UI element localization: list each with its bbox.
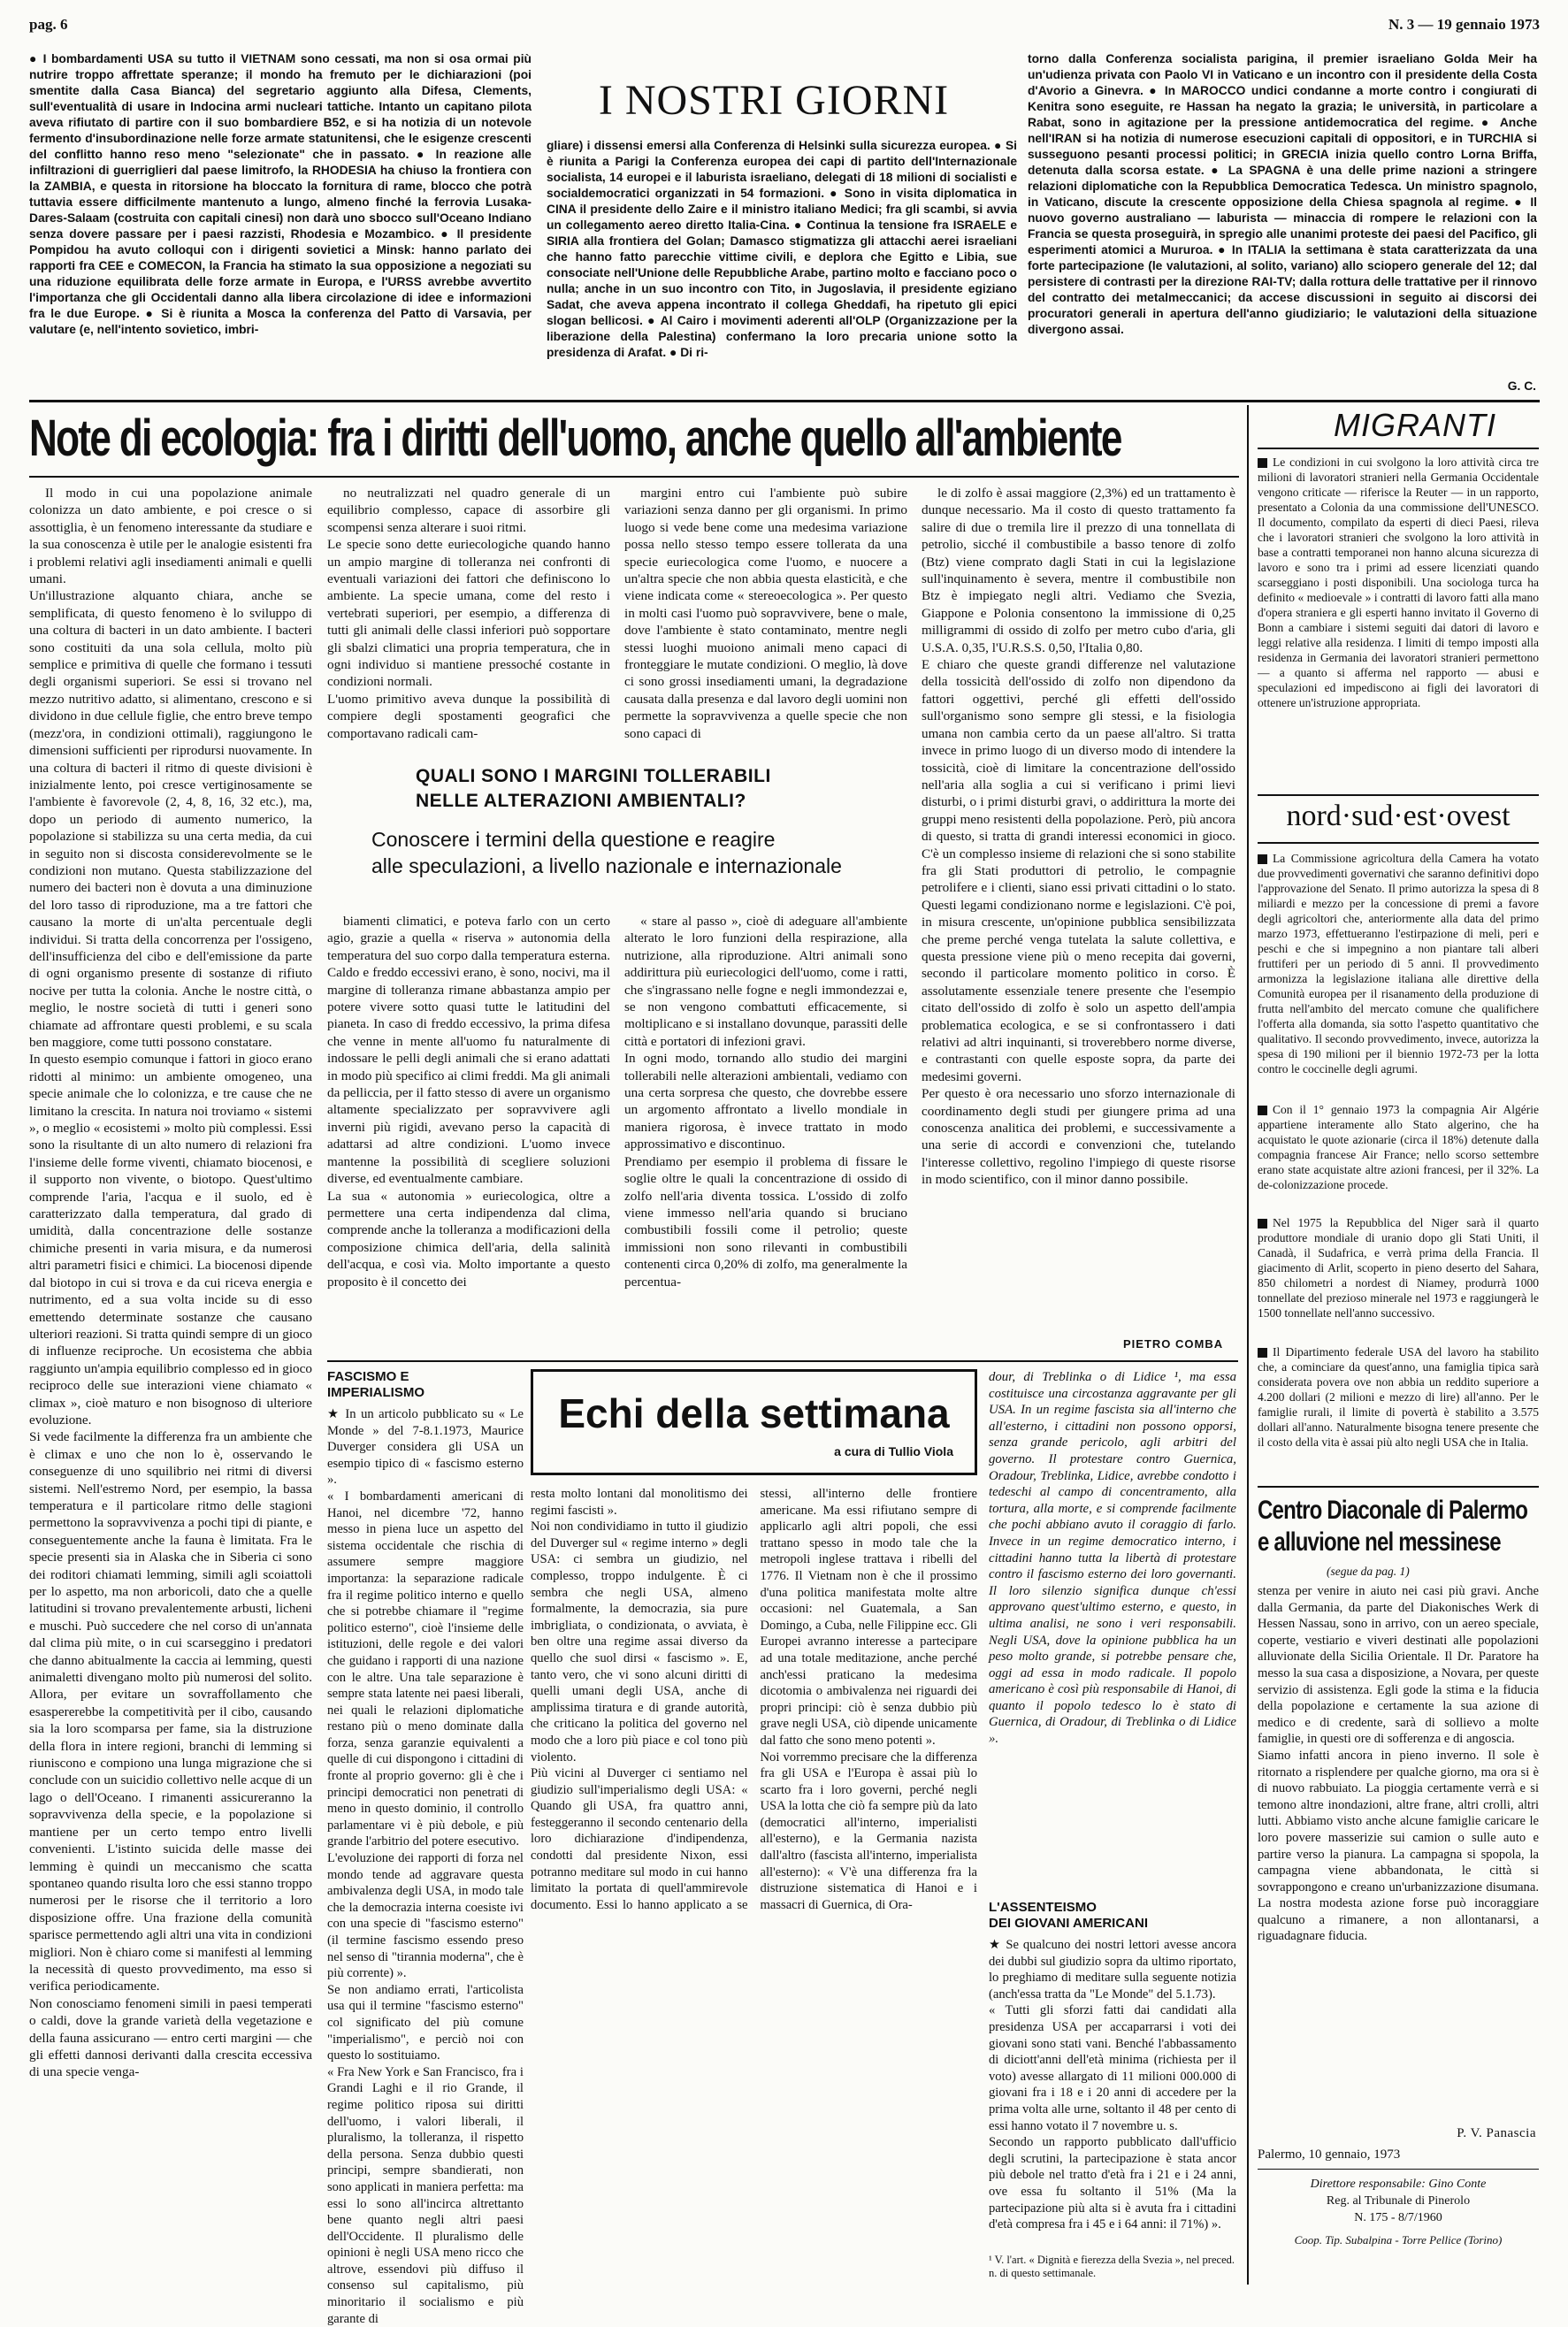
colophon-rule xyxy=(1258,2169,1539,2170)
migranti-rule xyxy=(1258,448,1539,449)
colophon-director: Direttore responsabile: Gino Conte xyxy=(1310,2178,1487,2191)
subhead-line-1: QUALI SONO I MARGINI TOLLERABILI xyxy=(416,766,771,786)
news-column-left: ● I bombardamenti USA su tutto il VIETNAM sono cessati, ma non si osa ormai più nutrire troppo affrettate speranze; il mondo ha fremuto per le dichiarazioni (poi smentite dalla Casa Bianca) del segretario aggiunto alla Difesa, Clements, sull'eventualità di usare in Indocina armi nucleari tattiche. Intanto un capitano pilota aveva rifiutato di partire con il suo bombardiere B52, e si ha notizia di un notevole fermento d'insubordinazione nelle forze armate statunitensi, che le esigenze crescenti del conflitto hanno reso meno "selezionate" che in passato. ● In reazione alle infiltrazioni di guerriglieri dal paese limitrofo, la RHODESIA ha chiuso la frontiera con la ZAMBIA, e questa in ritorsione ha bloccato la fornitura di rame, blocco che potrà tuttavia essere difficilmente mantenuto a lungo, almeno finché la ferrovia Lusaka-Dares-Salaam (costruita con capitali cinesi) non darà uno sbocco sull'Oceano Indiano senza dovere passare per i paesi razzisti, Rhodesia e Mozambico. ● Il presidente Pompidou ha avuto colloqui con i dirigenti sovietici a Minsk: hanno parlato dei rapporti fra CEE e COMECON, la Francia ha stimato la sua opposizione a negoziati su una riduzione equilibrata delle forze armate in Europa, e l'URSS avrebbe avvertito l'importanza che gli Occidentali danno alla libera circolazione di idee e informazioni fra le due Europe. ● Si è riunita a Mosca la conferenza del Patto di Varsavia, per valutare (e, nell'intento sovietico, imbri- xyxy=(29,52,532,336)
echi-right-head xyxy=(989,1900,1236,1932)
nsew-item-text: Nel 1975 la Repubblica del Niger sarà il quarto produttore mondiale di uranio dopo gli Stati Uniti, il Canadà, il Sudafrica, e verrà prima della Francia. Il giacimento di Arlit, scoperto in pieno deserto del Sahara, 850 chilometri a nordest di Niamey, produrrà 1000 tonnellate del prezioso minerale nel 1973 e raggiungerà le 1500 tonnellate nell'anno successivo. xyxy=(1258,1216,1539,1320)
news-column-center: gliare) i dissensi emersi alla Conferenza di Helsinki sulla sicurezza europea. ● Si è riunita a Parigi la Conferenza europea dei capi di partito dell'Internazionale socialista, 14 europei e il laburista israeliano, delegati di 18 milioni di socialisti e socialdemocratici organizzati in 54 formazioni. ● Sono in visita diplomatica in CINA il presidente dello Zaire e il ministro italiano Medici; fra gli scambi, si avvia un collegamento aereo diretto Italia-Cina. ● Continua la tensione fra ISRAELE e SIRIA alla frontiera del Golan; Damasco stigmatizza gli attacchi aerei israeliani che hanno fatto parecchie vittime civili, e deplora che Egitto e Libia, sue consociate nell'Unione delle Repubbliche Arabe, partino molto e facciano poco o nulla; anche in un suo incontro con Tito, in Jugoslavia, il presidente egiziano Sadat, che aveva appena incontrato il collega Gheddafi, ha ripetuto gli epici slogan bellicosi. ● Al Cairo i movimenti aderenti all'OLP (Organizzazione per la liberazione della Palestina) confermano la loro precaria unione sotto la presidenza di Arafat. ● Di ri- xyxy=(547,139,1017,359)
main-headline: Note di ecologia: fra i diritti dell'uomo, anche quello all'ambiente xyxy=(29,410,1121,467)
article-deck xyxy=(371,826,937,879)
section-title: I NOSTRI GIORNI xyxy=(598,77,950,124)
nsew-item-text: Con il 1° gennaio 1973 la compagnia Air Algérie appartiene interamente allo Stato algerino, che ha acquistato le quote azionarie (circa il 18%) detenute dalla compagnia francese Air France; nello scorso settembre erano state acquistate altre azioni francesi, per il 32%. La de-colonizzazione procede. xyxy=(1258,1103,1539,1191)
article-text: Il modo in cui una popolazione animale colonizza un dato ambiente, e poi cresce o si assottiglia, è un fenomeno interessante da studiare e la sua conoscenza è utile per le analogie esistenti fra i problemi relativi agli insediamenti animali e quelli umani. Un'illustrazione alquanto chiara, anche se semplificata, di questo fenomeno è lo sviluppo di una coltura di bacteri in un dato ambiente. I bacteri sono costituiti da una sola cellula, molto più semplice e primitiva di quelle che formano i tessuti degli organismi superiori. Se essi si trovano nel mezzo nutritivo adatto, si alimentano, crescono e si dividono in due cellule figlie, che entro breve tempo (mezz'ora, in condizioni ottimali), raggiungono le dimensioni sufficienti per riprodursi nuovamente. In una coltura di bacteri il ritmo di queste divisioni è inizialmente lento, poi cresce vertiginosamente se l'ambiente è favorevole (2, 4, 8, 16, 32 etc.), ma, dopo un periodo di aumento numerico, la popolazione si stabilizza su una certa media, da cui in seguito non si discosta considerevolmente se le condizioni non mutano. Questa stabilizzazione del numero dei bacteri non è dovuta a una diminuzione del loro tasso di riproduzione, ma a tre fattori che causano la morte di un'alta percentuale degli individui. Si tratta della concorrenza per l'ossigeno, dell'insufficienza del cibo e dell'emissione da parte di ogni organismo presente di sostanze di rifiuto nocive per tutta la colonia. Anche le nostre città, o meglio, le nostre società di tutti i generi sono chiamate ad affrontare questi problemi, e su scala ben maggiore, come tutti possono constatare. In questo esempio comunque i fattori in gioco erano ridotti al minimo: un ambiente omogeneo, una specie animale che lo colonizza, e tre cause che ne limitano la crescita. In natura noi troviamo « sistemi », o meglio « ecosistemi » molto più complessi. Essi sono la risultante di un alto numero di relazioni fra l'insieme delle forme viventi, chiamato biocenosi, e il supporto non vivente, o biotopo. Quest'ultimo comprende l'aria, l'acqua e il suolo, ed è caratterizzato dalla temperatura, dal grado di umidità, dalla concentrazione delle sostanze chimiche presenti in varia misura, e da numerosi altri parametri fisici e chimici. La biocenosi dipende dal biotopo in cui si trova e da cui riceva energia e nutrimento, ed a sua volta incide su di esso emettendo determinate sostanze che causano ulteriori reazioni. Si tratta quindi sempre di un gioco di influenze reciproche. Un ecosistema che abbia raggiunto un'ampia equilibrio complesso ed in gioco reciproco delle sue interazioni viene chiamato « climax », cioè maturo e non bisognoso di ulteriore evoluzione. Si vede facilmente la differenza fra un ambiente che è climax e uno che non lo è, osservando le conseguenze di uno squilibrio nei ritmi di diversi sistemi. Nell'estremo Nord, per esempio, la bassa temperatura e il particolare ritmo delle stagioni permettono la sopravvivenza a pochi tipi di piante, e conseguentemente anche la fauna è limitata. Fra le specie presenti sia in Alaska che in Siberia ci sono dei roditori chiamati lemming, simili agli scoiattoli per lo aspetto, ma non arboricoli, dato che a quelle latitudini si trovano prevalentemente arbusti, licheni e muschi. Può succedere che nel corso di un'annata dal clima più mite, o in cui scarseggino i predatori che danno abitualmente la caccia ai lemming, questi animaletti divengano molto più numerosi del solito. Allora, per evitare un sovraffollamento che esaspererebbe la competitività per il cibo, causando sia la loro scomparsa per fame, sia la distruzione della flora in intere regioni, branchi di lemming si riuniscono e compiono una lunga migrazione che si conclude con un suicidio collettivo nelle acque di un lago o dell'Oceano. I rimanenti assicureranno la sopravvivenza della specie, e la popolazione si mantiene per un certo tempo entro livelli convenienti. L'istinto suicida delle masse dei lemming è quindi un meccanismo che scatta spontaneo quando risulta loro che essi stanno troppo numerosi per le risorse che il territorio a loro disposizione offre. Una frazione della comunità sparisce permettendo agli altri una vita in condizioni migliori. Non è chiaro come si manifesti al lemming la necessità di questo provvedimento, ma esso si verifica periodicamente. Non conosciamo fenomeni simili in paesi temperati o caldi, dove la grande varietà della vegetazione e della fauna assicurano — entro certi margini — che gli effetti dannosi derivanti dalla crescita eccessiva di una specie venga- xyxy=(29,486,312,2080)
bullet-icon xyxy=(1258,1219,1267,1229)
article-text: « stare al passo », cioè di adeguare all'ambiente alterato le loro funzioni della respirazione, alla nutrizione, alla riproduzione. Altri animali sono addirittura più euriecologici dell'uomo, come i ratti, che s'ingrassano nelle fogne e negli immondezzai e, se non vengono combattuti efficacemente, si moltiplicano e si installano dovunque, parassiti delle città e portatori di infezioni gravi. In ogni modo, tornando allo studio dei margini tollerabili nelle alterazioni ambientali, vediamo con una certa sorpresa che questo, che dovrebbe essere un argomento affrontato a livello mondiale in maniera rigorosa, è invece trattato in modo approssimativo e discontinuo. Prendiamo per esempio il problema di fissare le soglie oltre le quali la concentrazione di ossido di zolfo nell'aria diventa tossica. L'ossido di zolfo viene immesso nell'aria quando si bruciano combustibili fossili come il petrolio; queste immissioni non sono rilevanti in combustibili contenenti circa 0,20% di zolfo, ma generalmente la percentua- xyxy=(624,914,907,1290)
page-number: pag. 6 xyxy=(29,16,68,33)
news-signature: G. C. xyxy=(1507,379,1536,393)
nsew-item-text: La Commissione agricoltura della Camera ha votato due provvedimenti governativi che saranno definitivi dopo l'approvazione del Senato. Il primo autorizza la spesa di 8 miliardi e mezzo per la concessione di premi a favore degli agricoltori che, anteriormente alla data del primo marzo 1973, effettueranno l'estirpazione di meli, peri e peschi e che si impegnino a non piantare tali alberi fruttiferi per un periodo di 5 anni. Il provvedimento armonizza la legislazione italiana alle direttive della Comunità europea per il risanamento della produzione di frutta nell'ambito del mercato comune che qualifichere l'offerta alla domanda, sia sotto l'aspetto quantitativo che qualitativo. Il secondo provvedimento, invece, autorizza la spesa di 190 milioni per il biennio 1972-73 per la lotta contro le coccinelle degli agrumi. xyxy=(1258,852,1539,1075)
nsew-item xyxy=(1258,851,1539,1097)
nsew-title: nord·sud·est·ovest xyxy=(1286,800,1511,832)
palermo-text: stenza per venire in aiuto nei casi più gravi. Anche dalla Germania, da parte del Diakonisches Werk di Hessen Nassau, sono in arrivo, con un aereo speciale, coperte, vestiario e viveri destinati alle popolazioni alluvionate della Sicilia Orientale. Il Dr. Paratore ha messo la sua casa a disposizione, a Novara, per queste servizio di assistenza. Egli gode la stima e la fiducia della popolazione e certamente la sua azione di medico e di credente, sarà di sollievo a molte famiglie, in questi ore di sofferenza e di angoscia. Siamo infatti ancora in pieno inverno. Il sole è ritornato a risplendere per qualche giorno, ma ora si è di nuovo rabbuiato. La pioggia certamente verrà e si temono altre inondazioni, altre frane, altri crolli, altri lutti. Abbiamo visto anche alcune famiglie caricare le loro povere masserizie sui camion o sulle auto e partire verso la pianura. La campagna si spopola, la campagna viene abbandonata, le città si sovrappongono e creano un'urbanizzazione disumana. La nostra modesta azione forse può incoraggiare qualcuno a rimanere, a non allontanarsi, a riguadagnare fiducia. xyxy=(1258,1584,1539,1944)
migranti-title: MIGRANTI xyxy=(1334,407,1496,443)
sidebar-divider xyxy=(1247,405,1249,2285)
palermo-signature: P. V. Panascia xyxy=(1457,2126,1536,2140)
palermo-dateline: Palermo, 10 gennaio, 1973 xyxy=(1258,2147,1401,2162)
echi-left-head-line-1: FASCISMO E xyxy=(327,1369,409,1384)
article-column-1 xyxy=(29,485,312,2280)
colophon-number: N. 175 - 8/7/1960 xyxy=(1354,2211,1442,2224)
article-column-2 xyxy=(327,485,610,750)
echi-middle-column: resta molto lontani dal monolitismo dei regimi fascisti ». Noi non condividiamo in tutto il giudizio del Duverger sul « regime interno » degli USA: ci sembra un giudizio, nel complesso, troppo indulgente. È ci sembra che negli USA, almeno formalmente, la democrazia, sia pure imbrigliata, o condizionata, o avviata, è ben oltre una regime assai diverso da quello che suol dirsi « fascismo ». E, tanto vero, che vi sono alcuni diritti di quelli umani degli USA, anche di amplissima tiratura e di grande autorità, che criticano la politica del governo nel modo che a loro più piace e col tono più violento. Più vicini al Duverger ci sentiamo nel giudizio sull'imperialismo degli USA: « Quando gli USA, fra quattro anni, festeggeranno il secondo centenario della loro dichiarazione d'indipendenza, condotti dal presidente Nixon, essi potranno meditare sul modo in cui hanno limitato la portata di quell'ammirevole documento. Essi lo hanno applicato a se stessi, all'interno delle frontiere americane. Ma essi rifiutano sempre di applicarlo agli altri popoli, che essi trattano spesso in modo tale che la metropoli inglese trattava i ribelli del 1776. Il Vietnam non è che il prossimo d'una politica manifestata molte altre occasioni: nel Guatemala, a San Domingo, a Cuba, nelle Filippine ecc. Gli Europei avranno interesse a partecipare ad una totale meditazione, anche perché anch'essi praticano la medesima dicotomia o ambivalenza nei riguardi dei propri principi: ciò è senza dubbio più grave negli USA, ciò dipende unicamente dal fatto che sono meno potenti ». Noi vorremmo precisare che la differenza fra gli USA e l'Europa è assai più lo scarto fra i loro governi, perché negli USA la lotta che ciò fa sempre più da lato (democratici all'interno, imperialisti all'esterno), e la Germania nazista dall'altro (fascista all'interno, imperialista all'esterno): « V'è una differenza fra la distruzione sistematica di Hanoi e i massacri di Guernica, di Ora- xyxy=(531,1487,977,1912)
migranti-body: Le condizioni in cui svolgono la loro attività circa tre milioni di lavoratori stranieri nella Germania Occidentale vengono criticate — riferisce la Reuter — in un rapporto, presentato a Colonia da una commissione dell'UNESCO. Il documento, compilato da esperti di dieci Paesi, rileva che i lavoratori stranieri che svolgono la loro attività in base a contratti temporanei non hanno alcuna sicurezza di lavoro e sono tra i primi ad essere licenziati quando scarseggiano i posti disponibili. Una sociologa turca ha definito « medioevale » i contratti di lavoro fatti alla mano d'opera straniera e gli esperti hanno invitato il Governo di Bonn a cambiare i sistemi seguiti dai datori di lavoro e leggi relative alla residenza. I limiti di tempo imposti alla residenza in Germania dei lavoratori stranieri permettono — a quanto si afferma nel rapporto — abusi e speculazioni ed impediscono ai figli dei lavoratori di ottenere un'istruzione appropriata. xyxy=(1258,455,1539,709)
echi-right-top: dour, di Treblinka o di Lidice ¹, ma essa costituisce una circostanza aggravante per gli USA. In un regime fascista sia all'interno che all'esterno, i cittadini non possono opporsi, senza grande pericolo, agli arbitri del governo. Il protestare contro Guernica, Oradour, Treblinka, Lidice, avrebbe condotto i tedeschi al campo di concentramento, alla tortura, alla morte, e si comprende facilmente che pochi abbiano avuto il coraggio di farlo. Invece in un regime democratico interno, i cittadini hanno tutta la libertà di protestare contro il fascismo esterno dei loro governanti. Il loro silenzio significa dunque ch'essi approvano quest'ultimo esterno, e questo, in ultima analisi, ne sono i veri responsabili. Negli USA, dove la opinione pubblica ha un peso molto grande, si potrebbe pensare che, oggi ad essa in modo radicale. Il popolo americano è così più responsabile di Hanoi, di quanto il popolo tedesco lo è stato di Guernica, di Oradour, di Treblinka o di Lidice ». xyxy=(989,1370,1236,1747)
bullet-icon xyxy=(1258,854,1267,864)
colophon-registration: Reg. al Tribunale di Pinerolo xyxy=(1326,2194,1471,2208)
echi-byline: a cura di Tullio Viola xyxy=(834,1444,953,1458)
nsew-item xyxy=(1258,1344,1539,1477)
subhead-line-2: NELLE ALTERAZIONI AMBIENTALI? xyxy=(416,791,746,811)
migranti-text xyxy=(1258,455,1539,791)
deck-line-2: alle speculazioni, a livello nazionale e internazionale xyxy=(371,854,842,877)
palermo-title-line-2: e alluvione nel messinese xyxy=(1258,1527,1501,1557)
echi-title-box xyxy=(531,1369,977,1475)
article-text: le di zolfo è assai maggiore (2,3%) ed un trattamento è dunque necessario. Ma il costo di questo trattamento fa salire di due o tremila lire il prezzo di una tonnellata di petrolio, sicché il combustibile a basso tenore di zolfo (Btz) viene comprato dagli Stati in cui la legislazione sull'inquinamento è severa, mentre il combustibile non Btz è impiegato negli altri. Vediamo che Svezia, Giappone e Polonia consentono la immissione di 0,25 milligrammi di ossido di zolfo per metro cubo d'aria, gli U.S.A. 0,35, l'U.R.S.S. 0,50, l'Italia 0,80. E chiaro che queste grandi differenze nel valutazione della tossicità dell'ossido di zolfo non dipendono da fattori oggettivi, perché gli effetti dell'ossido sull'organismo sono sempre gli stessi, e la fisiologia umana non cambia certo da un paese all'altro. Si tratta invece in primo luogo di un diverso modo di intendere la tossicità, cioè di limitare la concentrazione dell'ossido nell'aria alla soglia a cui si verificano i primi lievi disturbi, o i primi disturbi gravi, o addirittura la morte dei gruppi meno resistenti della popolazione. Però, più ancora di questo, si tratta di grandi interessi economici in gioco. C'è un complesso insieme di relazioni che si sono stabilite fra gli Stati produttori di petrolio, le compagnie petrolifere e i clienti, siano essi privati cittadini o lo stato. Questi legami condizionano norme e legislazioni. C'è poi, in misura crescente, un'opinione pubblica sensibilizzata che preme perché venga tutelata la salute collettiva, e questa pressione viene più o meno recepita dai governi, secondo il particolare momento politico in corso. È assolutamente essenziale tenere presente che l'esempio citato dell'ossido di zolfo è solo un aspetto dell'ampia problematica ecologica, e se si confrontassero i dati relativi ad altri inquinanti, si troverebbero norme diverse, e contrastanti con quelle esposte sopra, da parte dei medesimi governi. Per questo è ora necessario uno sforzo internazionale di coordinamento degli studi per giungere prima ad una conoscenza analitica dei problemi, e successivamente a una serie di accordi e convenzioni che, tutelando l'interesse collettivo, regolino l'impiego di queste risorse in modo scientifico, con il minor danno possibile. xyxy=(922,486,1235,1188)
bullet-icon xyxy=(1258,1106,1267,1115)
colophon xyxy=(1258,2176,1539,2248)
echi-left-head xyxy=(327,1369,522,1401)
nsew-item xyxy=(1258,1102,1539,1208)
bullet-icon xyxy=(1258,1348,1267,1358)
palermo-rule xyxy=(1258,1486,1539,1488)
colophon-printer: Coop. Tip. Subalpina - Torre Pellice (Torino) xyxy=(1294,2233,1503,2247)
nsew-rule-bottom xyxy=(1258,842,1539,844)
echi-footnote: ¹ V. l'art. « Dignità e fierezza della Svezia », nel preced. n. di questo settimanale. xyxy=(989,2254,1235,2279)
palermo-title xyxy=(1258,1495,1528,1558)
echi-left-column: ★ In un articolo pubblicato su « Le Monde » del 7-8.1.1973, Maurice Duverger considera gli USA un esempio tipico di « fascismo esterno ». « I bombardamenti americani di Hanoi, nel dicembre '72, hanno messo in piena luce un aspetto del sistema occidentale che rischia di assumere sempre maggiore importanza: la separazione radicale fra il regime politico interno e quello che si potrebbe chiamare il "regime politico esterno", cioè l'insieme delle istituzioni, delle regole e dei valori che guidano i rapporti di una nazione con le altre. Una tale separazione è sempre stata latente nei paesi liberali, nei quali le relazioni diplomatiche restano più o meno dominate dalla forza, senza garanzie equivalenti a quelle di cui dispongono i cittadini di fronte al proprio governo: gli è che i principi democratici non penetrati di meno in questo dominio, il controllo parlamentare vi è più debole, e più grande l'arbitrio del potere esecutivo. L'evoluzione dei rapporti di forza nel mondo tende ad aggravare questa ambivalenza degli USA, in modo tale che la democrazia interna coesiste ivi con una specie di "fascismo esterno" (il termine fascismo essendo preso nel senso di "tirannia moderna", che è più corrente) ». Se non andiamo errati, l'articolista usa qui il termine "fascismo esterno" col significato del più comune "imperialismo", e perciò noi con questo lo sostituiamo. « Fra New York e San Francisco, fra i Grandi Laghi e il rio Grande, il regime politico riposa sui diritti dell'uomo, i valori liberali, il pluralismo, la tolleranza, il rispetto della persona. Senza dubbio questi principi, sempre sbandierati, non sono applicati in maniera perfetta: ma essi lo sono all'incirca altrettanto bene quanto negli altri paesi dell'Occidente. Il pluralismo delle opinioni è negli USA meno ricco che altrove, essendovi più diffuso il consenso sul capitalismo, più minoritario il socialismo e più garante di xyxy=(327,1407,524,2326)
nsew-item-text: Il Dipartimento federale USA del lavoro ha stabilito che, a cominciare da quest'anno, una famiglia tipica sarà considerata povera ove non abbia un reddito superiore a 4.200 dollari (2 milioni e mezzo di lire) all'anno. Per le famiglie rurali, il limite di povertà è stabilito a 3.575 dollari all'anno. Naturalmente bisogna tenere presente che il costo della vita è assai più alto negli USA che in Italia. xyxy=(1258,1345,1539,1449)
article-subhead xyxy=(416,764,911,814)
article-author: PIETRO COMBA xyxy=(1123,1337,1224,1351)
article-column-4 xyxy=(922,485,1235,1353)
top-divider xyxy=(29,400,1540,402)
issue-date: N. 3 — 19 gennaio 1973 xyxy=(1388,16,1540,33)
news-column-right: torno dalla Conferenza socialista parigina, il premier israeliano Golda Meir ha un'udienza privata con Paolo VI in Vaticano e un incontro con il presidente della Costa d'Avorio a Ginevra. ● In MAROCCO undici condanne a morte contro i congiurati di Kenitra sono eseguite, re Hassan ha negato la grazia; le università, in particolare a Rabat, sono in agitazione per la pressione antidemocratica del regime. ● Anche nell'IRAN si ha notizia di numerose esecuzioni capitali di oppositori, e in TURCHIA si susseguono pesanti processi politici; in GRECIA inizia quello contro Lorna Briffa, detenuta dalla scorsa estate. ● La SPAGNA è una delle prime nazioni a stringere relazioni diplomatiche con la Repubblica Democratica Tedesca. Un ministro spagnolo, in Vaticano, discute la crescente opposizione della Chiesa spagnola al regime. ● Il nuovo governo australiano — laburista — minaccia di rompere le relazioni con la Francia se questa proseguirà, in spregio alle unanimi proteste dei paesi del Pacifico, gli esperimenti atomici a Mururoa. ● In ITALIA la settimana è stata caratterizzata da una forte partecipazione (le valutazioni, al solito, variano) allo sciopero generale del 12; dal persistere di contrasti per la direzione RAI-TV; dalla rottura delle trattative per il rinnovo del contratto dei metalmeccanici; da accese discussioni in seguito ai discorsi dei procuratori generali in apertura dell'anno giudiziario; le valutazioni della situazione divergono assai. xyxy=(1028,52,1537,336)
nsew-item xyxy=(1258,1215,1539,1339)
bullet-icon xyxy=(1258,458,1267,468)
article-text: no neutralizzati nel quadro generale di un equilibrio complesso, capace di assorbire gli scompensi senza alterare i suoi ritmi. Le specie sono dette euriecologiche quando hanno un ampio margine di tolleranza nei confronti di eventuali variazioni dei fattori che definiscono lo ambiente. La specie umana, come del resto i vertebrati superiori, per esempio, a differenza di tutti gli animali delle classi inferiori può sopportare gli sbalzi climatici una propria temperatura, che in ogni individuo si mantiene pressoché costante in condizioni normali. L'uomo primitivo aveva dunque la possibilità di compiere degli spostamenti geografici che comportavano radicali cam- xyxy=(327,486,610,741)
headline-underline xyxy=(29,476,1239,478)
article-column-3-lower xyxy=(624,913,907,1355)
echi-top-rule xyxy=(327,1360,1238,1362)
deck-line-1: Conoscere i termini della questione e reagire xyxy=(371,828,776,851)
article-text: biamenti climatici, e poteva farlo con un certo agio, grazie a quella « riserva » autonomia della temperatura del suo corpo dalla temperatura esterna. Caldo e freddo eccessivi erano, è sono, nocivi, ma il margine di tolleranza rimane abbastanza ampio per potere vivere sotto quasi tutte le latitudini del pianeta. In caso di freddo eccessivo, la prima difesa che venne in mente all'uomo fu naturalmente di indossare le pelli degli animali che si erano adattati in modo più specifico ai climi freddi. Ma gli animali da pelliccia, per il fatto stesso di avere un organismo altamente specializzato per sopravvivere agli inverni più rigidi, avevano perso la capacità di adattarsi ad altre condizioni. L'uomo invece mantenne la possibilità di scegliere soluzioni diverse, ed eventualmente cambiare. La sua « autonomia » euriecologica, oltre a permettere una certa indipendenza dal clima, comprende anche la tolleranza a modificazioni della composizione chimica dell'aria, della salinità dell'acqua, e così via. Molto importante a questo proposito è il concetto dei xyxy=(327,914,610,1290)
palermo-continuation: (segue da pag. 1) xyxy=(1327,1565,1410,1578)
echi-title: Echi della settimana xyxy=(558,1390,950,1436)
nsew-rule-top xyxy=(1258,794,1539,796)
article-column-3 xyxy=(624,485,907,750)
echi-right-bottom: ★ Se qualcuno dei nostri lettori avesse ancora dei dubbi sul giudizio sopra da ultimo riportato, lo preghiamo di meditare sulla seguente notizia (anch'essa tratta da "Le Monde" del 5.1.73). « Tutti gli sforzi fatti dai candidati alla presidenza USA per accaparrarsi i voti dei giovani sono stati vani. Benché l'abbassamento di diciott'anni dell'età minima (richiesta per il voto) avesse allargato di 11 milioni 000.000 di giovani fra i 18 e i 20 anni di accedere per la prima volta alle urne, soltanto il 48 per cento di essi hanno votato il 7 novembre u. s. Secondo un rapporto pubblicato dall'ufficio degli scrutini, la partecipazione è stata ancor più debole nel tratto d'età fra i 21 e i 24 anni, ove essa fu soltanto il 51% (Ma la partecipazione più alta si è avuta fra i cittadini d'età compresa fra i 45 e i 64 anni: il 71%) ». xyxy=(989,1938,1236,2232)
article-text: margini entro cui l'ambiente può subire variazioni senza danno per gli organismi. In primo luogo si vede bene come una medesima variazione possa nello stesso tempo essere tollerata da una specie euriecologica come l'uomo, e nuocere a un'altra specie che non abbia questa elasticità, e che viene indicata come « stereoecologica ». Per questo in molti casi l'uomo può sopravvivere, bene o male, dove l'ambiente è stato contaminato, mentre negli stessi luoghi muoiono animali meno capaci di fronteggiare le mutate condizioni. O meglio, là dove ci sono grossi insediamenti umani, la degradazione causata dalla presenza e dal lavoro degli uomini non permette la sopravvivenza a quelle specie che non sono capaci di xyxy=(624,486,907,741)
article-column-2-lower xyxy=(327,913,610,1355)
echi-right-head-line-1: L'ASSENTEISMO xyxy=(989,1900,1097,1915)
palermo-title-line-1: Centro Diaconale di Palermo xyxy=(1258,1496,1528,1525)
echi-left-head-line-2: IMPERIALISMO xyxy=(327,1385,425,1400)
echi-right-head-line-2: DEI GIOVANI AMERICANI xyxy=(989,1916,1149,1931)
